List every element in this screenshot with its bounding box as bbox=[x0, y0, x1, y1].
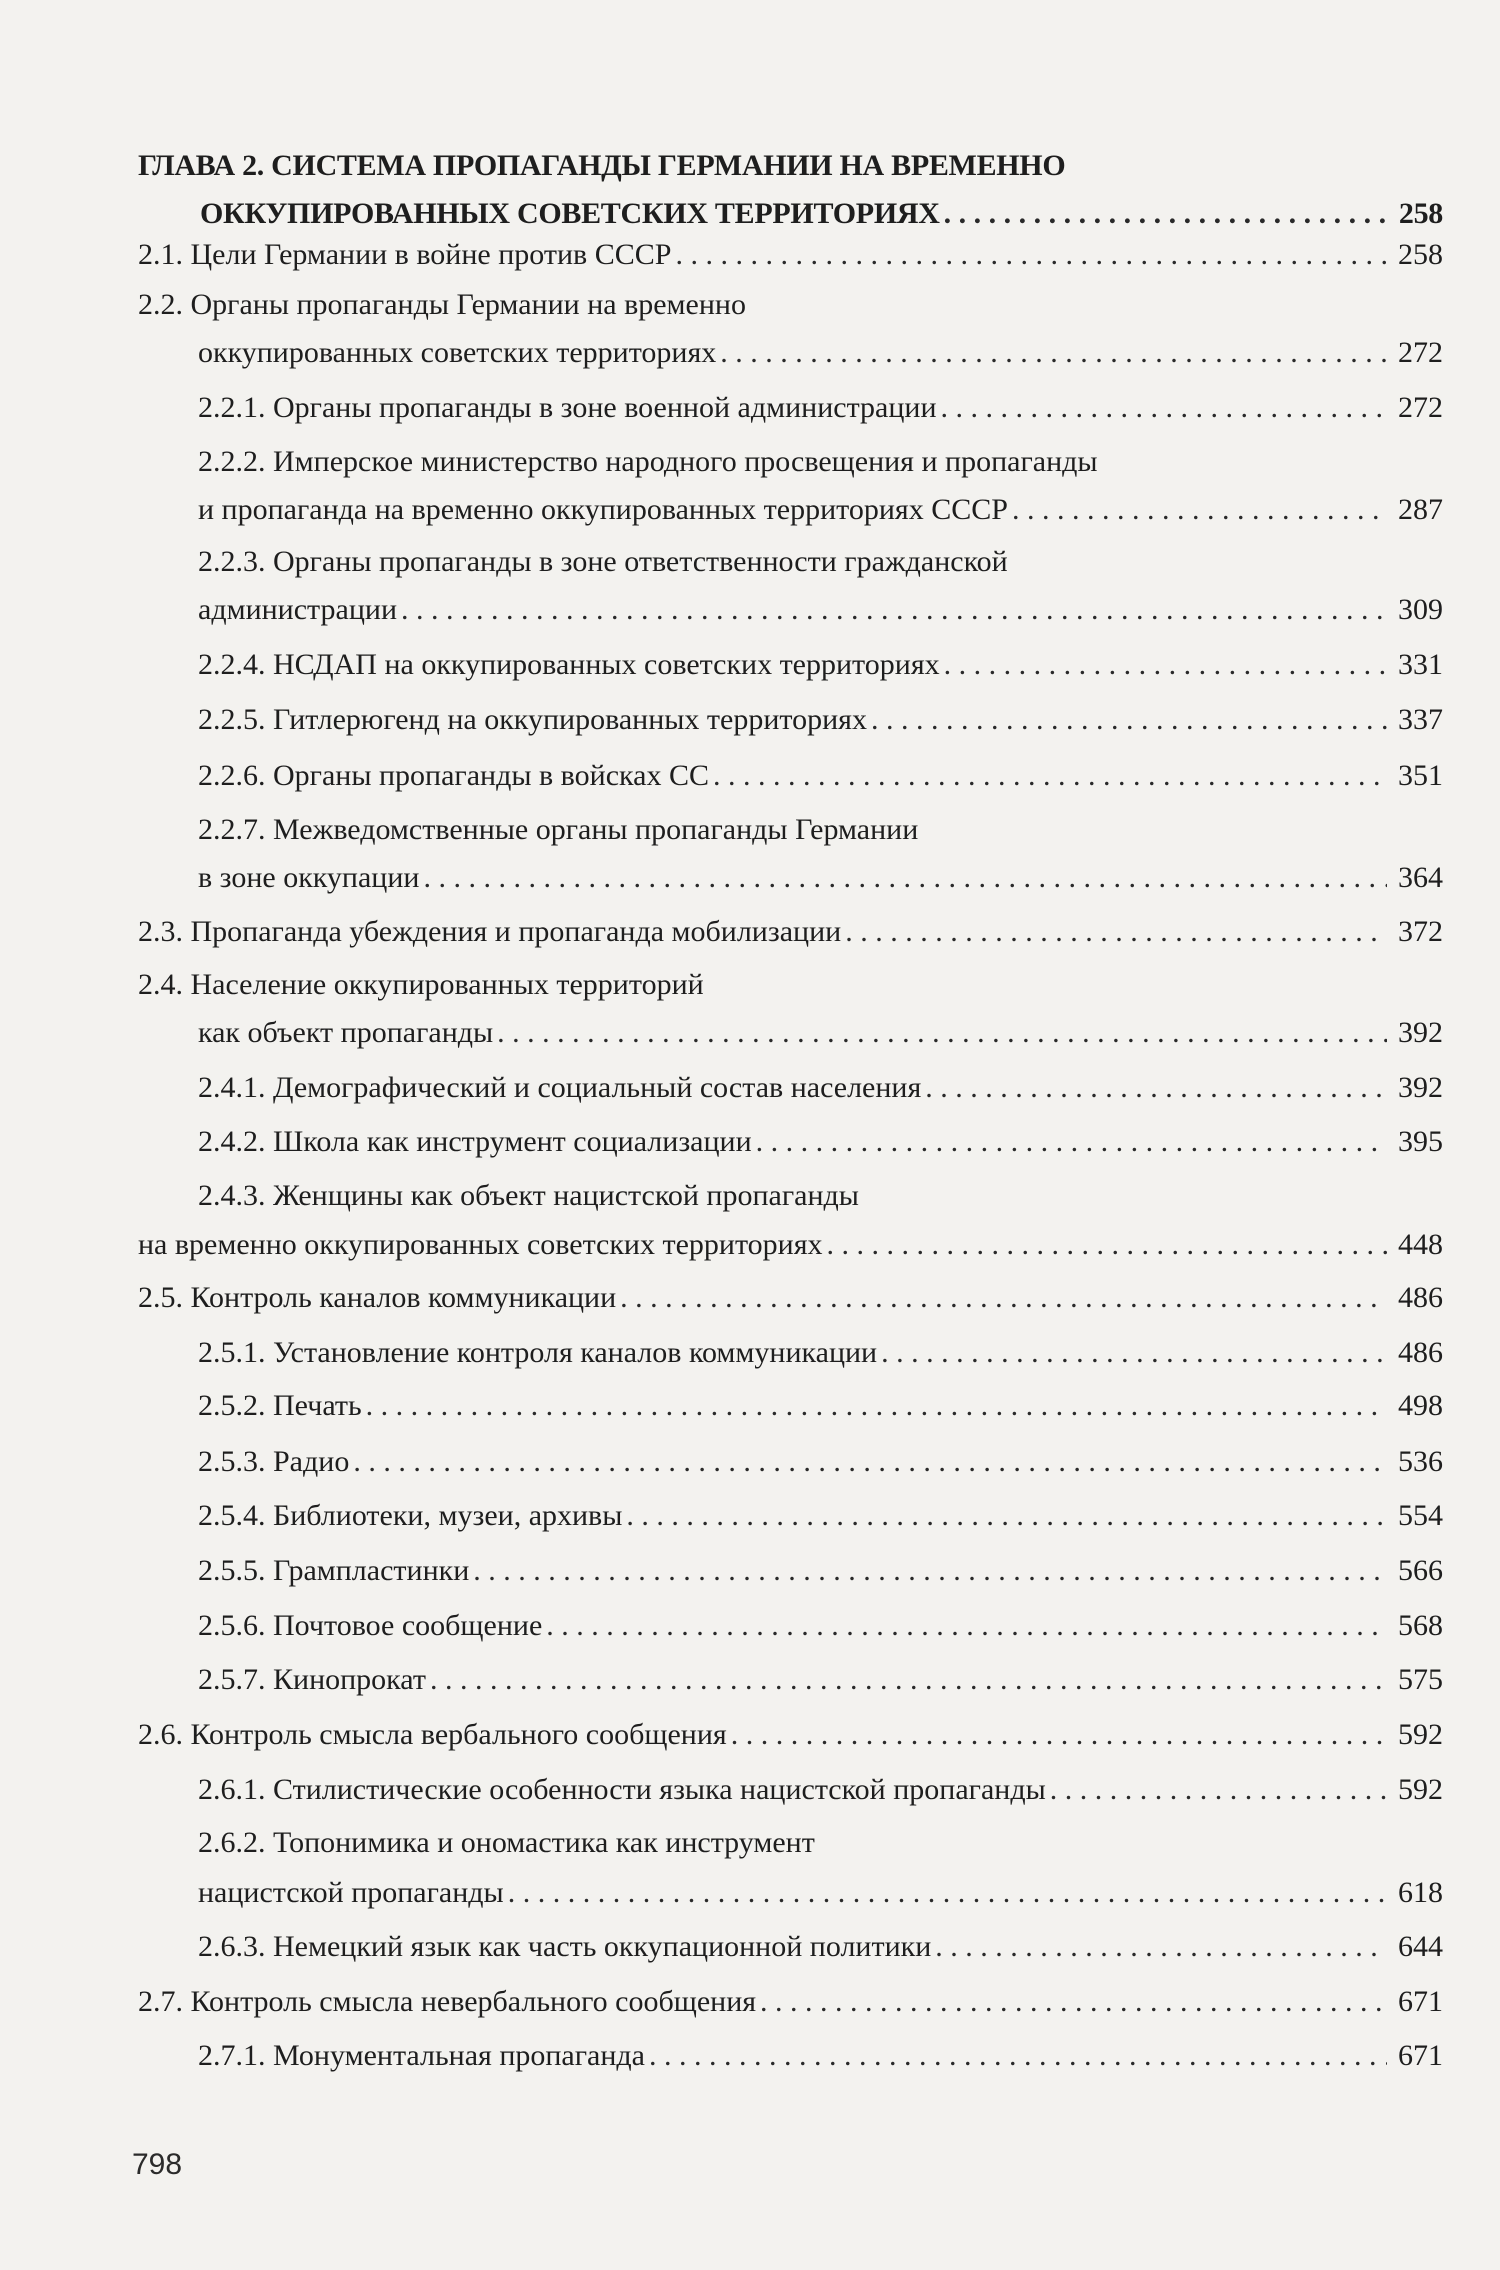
page-ref: 498 bbox=[1398, 1389, 1443, 1422]
dot-leader bbox=[867, 700, 1387, 740]
toc-entry-line bbox=[198, 756, 1443, 796]
page-ref: 258 bbox=[1398, 238, 1443, 271]
toc-entry-line bbox=[198, 1660, 1443, 1700]
toc-entry-title: 2.4.1. Демографический и социальный состав населения bbox=[198, 1071, 922, 1104]
toc-entry-title: 2.5.1. Установление контроля каналов коммуникации bbox=[198, 1336, 878, 1369]
toc-entry-line bbox=[198, 858, 1443, 898]
toc-entry-title: администрации bbox=[198, 593, 397, 626]
dot-leader bbox=[671, 235, 1387, 275]
dot-leader bbox=[716, 333, 1387, 373]
toc-entry-line bbox=[198, 333, 1443, 373]
page-ref: 644 bbox=[1398, 1930, 1443, 1963]
dot-leader bbox=[419, 858, 1387, 898]
dot-leader bbox=[1046, 1770, 1387, 1810]
page-ref: 364 bbox=[1398, 861, 1443, 894]
toc-entry-line bbox=[198, 1068, 1443, 1108]
page-ref: 618 bbox=[1398, 1876, 1443, 1909]
toc-entry-title: 2.5.4. Библиотеки, музеи, архивы bbox=[198, 1499, 623, 1532]
dot-leader bbox=[931, 1927, 1387, 1967]
toc-entry-line bbox=[198, 388, 1443, 428]
toc-entry-line bbox=[198, 1496, 1443, 1536]
dot-leader bbox=[921, 1068, 1387, 1108]
toc-entry-title: и пропаганда на временно оккупированных территориях СССР bbox=[198, 493, 1008, 526]
dot-leader bbox=[823, 1225, 1387, 1265]
toc-entry-line bbox=[138, 912, 1443, 952]
dot-leader bbox=[940, 645, 1387, 685]
toc-entry-title: как объект пропаганды bbox=[198, 1016, 494, 1049]
toc-entry-line bbox=[198, 1551, 1443, 1591]
toc-entry-title: 2.7. Контроль смысла невербального сообщения bbox=[138, 1985, 757, 2018]
dot-leader bbox=[727, 1715, 1387, 1755]
toc-entry-title: 2.6. Контроль смысла вербального сообщения bbox=[138, 1718, 727, 1751]
toc-entry-line bbox=[138, 1225, 1443, 1265]
page-ref: 309 bbox=[1398, 593, 1443, 626]
chapter-title-text: ОККУПИРОВАННЫХ СОВЕТСКИХ ТЕРРИТОРИЯХ bbox=[200, 197, 940, 230]
toc-entry-title: 2.2.2. Имперское министерство народного просвещения и пропаганды bbox=[198, 445, 1098, 478]
page-ref: 592 bbox=[1398, 1773, 1443, 1806]
dot-leader bbox=[504, 1873, 1387, 1913]
dot-leader bbox=[622, 1496, 1387, 1536]
toc-entry-line bbox=[138, 1715, 1443, 1755]
toc-entry-title: 2.5.7. Кинопрокат bbox=[198, 1663, 426, 1696]
toc-entry-title: на временно оккупированных советских территориях bbox=[138, 1228, 823, 1261]
dot-leader bbox=[349, 1442, 1387, 1482]
toc-entry-title: 2.5.6. Почтовое сообщение bbox=[198, 1609, 543, 1642]
toc-entry-line bbox=[198, 490, 1443, 530]
dot-leader bbox=[616, 1278, 1387, 1318]
page-ref: 272 bbox=[1398, 336, 1443, 369]
page-ref: 671 bbox=[1398, 2039, 1443, 2072]
toc-entry-title: 2.6.3. Немецкий язык как часть оккупационной политики bbox=[198, 1930, 932, 1963]
page-ref: 331 bbox=[1398, 648, 1443, 681]
toc-entry-line bbox=[198, 1770, 1443, 1810]
toc-entry-title: 2.6.2. Топонимика и ономастика как инструмент bbox=[198, 1826, 815, 1859]
toc-entry-line bbox=[198, 1333, 1443, 1373]
toc-entry-line bbox=[198, 1927, 1443, 1967]
chapter-title-line-2 bbox=[200, 194, 1443, 234]
toc-entry-title: 2.4.2. Школа как инструмент социализации bbox=[198, 1125, 752, 1158]
dot-leader bbox=[940, 194, 1387, 234]
page-ref: 372 bbox=[1398, 915, 1443, 948]
dot-leader bbox=[426, 1660, 1387, 1700]
dot-leader bbox=[752, 1122, 1387, 1162]
page-ref: 592 bbox=[1398, 1718, 1443, 1751]
page-ref: 392 bbox=[1398, 1071, 1443, 1104]
toc-entry-line bbox=[138, 235, 1443, 275]
toc-entry-line bbox=[198, 1606, 1443, 1646]
toc-entry-line bbox=[198, 645, 1443, 685]
toc-entry-line bbox=[198, 590, 1443, 630]
page-number: 798 bbox=[132, 2148, 183, 2181]
dot-leader bbox=[493, 1013, 1387, 1053]
toc-entry-title: 2.7.1. Монументальная пропаганда bbox=[198, 2039, 645, 2072]
toc-entry-title: 2.2.7. Межведомственные органы пропаганды Германии bbox=[198, 813, 919, 846]
chapter-title-line-1: ГЛАВА 2. СИСТЕМА ПРОПАГАНДЫ ГЕРМАНИИ НА ВРЕМЕННО bbox=[138, 149, 1066, 182]
dot-leader bbox=[645, 2036, 1387, 2076]
dot-leader bbox=[756, 1982, 1387, 2022]
page-ref: 671 bbox=[1398, 1985, 1443, 2018]
toc-entry-title: 2.5.2. Печать bbox=[198, 1389, 362, 1422]
page-ref: 568 bbox=[1398, 1609, 1443, 1642]
toc-entry-line bbox=[198, 1442, 1443, 1482]
toc-entry-line bbox=[198, 1873, 1443, 1913]
toc-entry-line bbox=[138, 1982, 1443, 2022]
toc-entry-title: 2.5.3. Радио bbox=[198, 1445, 350, 1478]
toc-entry-line bbox=[198, 1386, 1443, 1426]
toc-entry-title: нацистской пропаганды bbox=[198, 1876, 504, 1909]
dot-leader bbox=[362, 1386, 1387, 1426]
toc-entry-title: 2.6.1. Стилистические особенности языка нацистской пропаганды bbox=[198, 1773, 1046, 1806]
page-ref: 566 bbox=[1398, 1554, 1443, 1587]
page-ref: 554 bbox=[1398, 1499, 1443, 1532]
toc-entry-title: 2.4. Население оккупированных территорий bbox=[138, 968, 704, 1001]
page-ref: 486 bbox=[1398, 1336, 1443, 1369]
toc-entry-title: 2.2.6. Органы пропаганды в войсках СС bbox=[198, 759, 709, 792]
toc-entry-title: 2.2.5. Гитлерюгенд на оккупированных территориях bbox=[198, 703, 867, 736]
toc-entry-title: 2.2. Органы пропаганды Германии на временно bbox=[138, 288, 746, 321]
dot-leader bbox=[709, 756, 1387, 796]
toc-entry-title: 2.2.3. Органы пропаганды в зоне ответственности гражданской bbox=[198, 545, 1008, 578]
toc-entry-title: оккупированных советских территориях bbox=[198, 336, 717, 369]
page-ref: 536 bbox=[1398, 1445, 1443, 1478]
toc-entry-title: 2.5. Контроль каналов коммуникации bbox=[138, 1281, 617, 1314]
toc-entry-title: 2.3. Пропаганда убеждения и пропаганда мобилизации bbox=[138, 915, 842, 948]
toc-entry-line bbox=[138, 1278, 1443, 1318]
page-ref: 486 bbox=[1398, 1281, 1443, 1314]
page-ref: 337 bbox=[1398, 703, 1443, 736]
dot-leader bbox=[937, 388, 1387, 428]
toc-entry-line bbox=[198, 700, 1443, 740]
dot-leader bbox=[469, 1551, 1387, 1591]
page-ref: 448 bbox=[1398, 1228, 1443, 1261]
toc-entry-title: в зоне оккупации bbox=[198, 861, 420, 894]
dot-leader bbox=[841, 912, 1387, 952]
page-ref: 287 bbox=[1398, 493, 1443, 526]
toc-entry-title: 2.5.5. Грампластинки bbox=[198, 1554, 470, 1587]
page-ref: 272 bbox=[1398, 391, 1443, 424]
page-ref: 392 bbox=[1398, 1016, 1443, 1049]
toc-entry-line bbox=[198, 2036, 1443, 2076]
toc-entry-title: 2.2.1. Органы пропаганды в зоне военной администрации bbox=[198, 391, 937, 424]
dot-leader bbox=[877, 1333, 1387, 1373]
dot-leader bbox=[1008, 490, 1387, 530]
page-ref: 351 bbox=[1398, 759, 1443, 792]
toc-entry-title: 2.4.3. Женщины как объект нацистской пропаганды bbox=[198, 1179, 859, 1212]
dot-leader bbox=[542, 1606, 1387, 1646]
toc-entry-line bbox=[198, 1122, 1443, 1162]
toc-entry-title: 2.2.4. НСДАП на оккупированных советских территориях bbox=[198, 648, 940, 681]
page-ref: 575 bbox=[1398, 1663, 1443, 1696]
page-ref: 395 bbox=[1398, 1125, 1443, 1158]
toc-entry-title: 2.1. Цели Германии в войне против СССР bbox=[138, 238, 672, 271]
dot-leader bbox=[397, 590, 1387, 630]
page-ref: 258 bbox=[1398, 197, 1443, 230]
toc-entry-line bbox=[198, 1013, 1443, 1053]
